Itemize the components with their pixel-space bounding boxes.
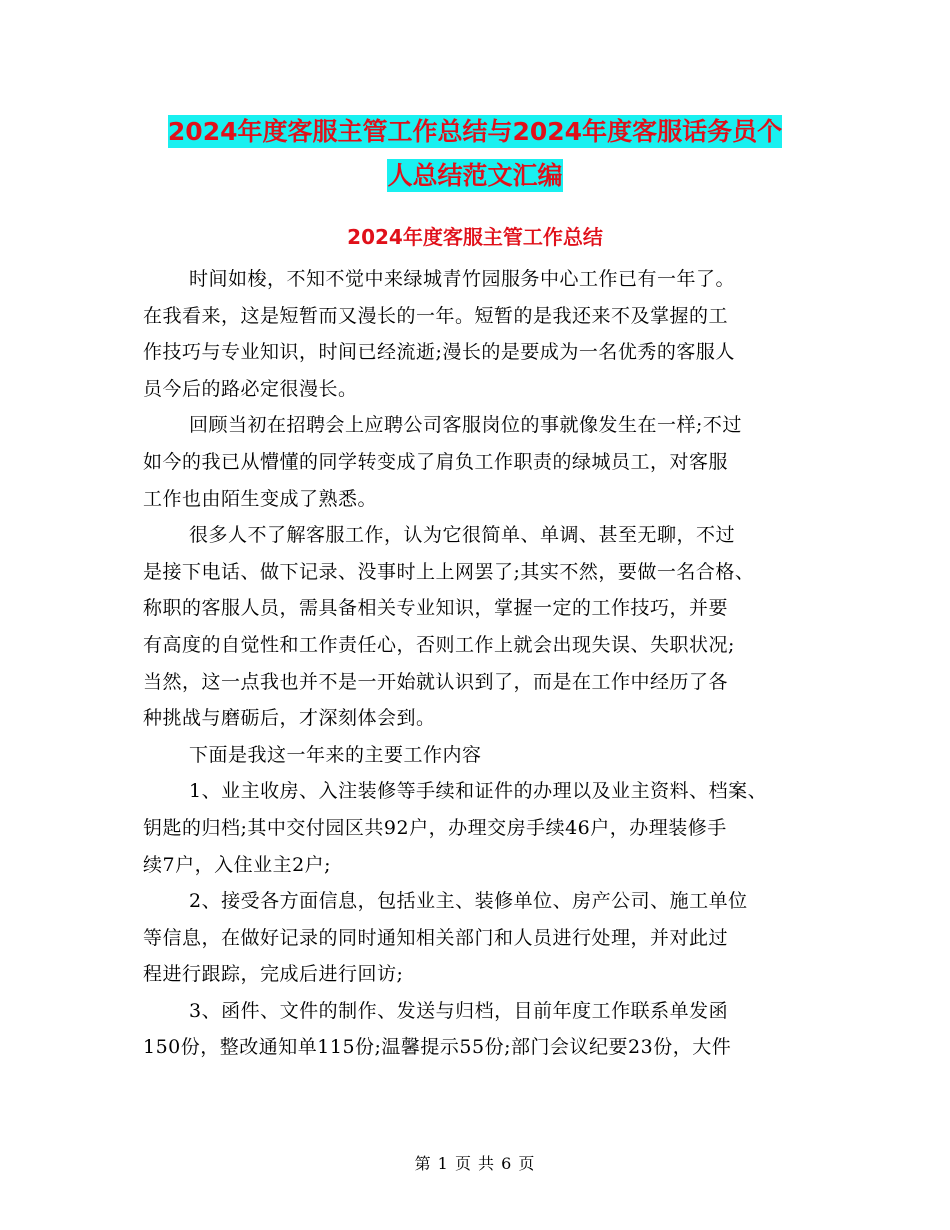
document-title-line-1 <box>0 110 950 154</box>
text-line: 很多人不了解客服工作，认为它很简单、单调、甚至无聊，不过 <box>189 524 736 547</box>
text-line: 有高度的自觉性和工作责任心，否则工作上就会出现失误、失职状况; <box>143 633 735 656</box>
text-line: 3、函件、文件的制作、发送与归档，目前年度工作联系单发函 <box>189 999 729 1022</box>
text-line: 称职的客服人员，需具备相关专业知识，掌握一定的工作技巧，并要 <box>143 597 729 620</box>
text-line: 在我看来，这是短暂而又漫长的一年。短暂的是我还来不及掌握的工 <box>143 304 729 327</box>
section-title: 2024年度客服主管工作总结 <box>347 225 603 249</box>
text-line: 回顾当初在招聘会上应聘公司客服岗位的事就像发生在一样;不过 <box>189 414 742 437</box>
text-line: 当然，这一点我也并不是一开始就认识到了，而是在工作中经历了各 <box>143 670 729 693</box>
text-line: 续7户，入住业主2户; <box>143 853 332 876</box>
text-line: 作技巧与专业知识，时间已经流逝;漫长的是要成为一名优秀的客服人 <box>143 341 735 364</box>
document-title-line-2 <box>0 154 950 198</box>
text-line: 种挑战与磨砺后，才深刻体会到。 <box>143 707 436 730</box>
text-line: 工作也由陌生变成了熟悉。 <box>143 487 378 510</box>
text-line: 2、接受各方面信息，包括业主、装修单位、房产公司、施工单位 <box>189 890 748 913</box>
text-line: 等信息，在做好记录的同时通知相关部门和人员进行处理，并对此过 <box>143 926 729 949</box>
text-line: 下面是我这一年来的主要工作内容 <box>189 743 482 766</box>
text-line: 员今后的路必定很漫长。 <box>143 377 358 400</box>
body-text <box>143 261 823 1066</box>
text-line: 程进行跟踪，完成后进行回访; <box>143 963 404 986</box>
text-line: 150份，整改通知单115份;温馨提示55份;部门会议纪要23份，大件 <box>143 1036 732 1059</box>
text-line: 时间如梭，不知不觉中来绿城青竹园服务中心工作已有一年了。 <box>189 268 736 290</box>
text-line: 如今的我已从懵懂的同学转变成了肩负工作职责的绿城员工，对客服 <box>143 450 729 473</box>
text-line: 1、业主收房、入注装修等手续和证件的办理以及业主资料、档案、 <box>189 780 768 803</box>
title-highlight-2: 人总结范文汇编 <box>387 161 563 190</box>
text-line: 钥匙的归档;其中交付园区共92户，办理交房手续46户，办理装修手 <box>143 816 727 839</box>
text-line: 是接下电话、做下记录、没事时上上网罢了;其实不然，要做一名合格、 <box>143 560 755 583</box>
title-highlight-1: 2024年度客服主管工作总结与2024年度客服话务员个 <box>167 117 783 146</box>
page-footer: 第 1 页 共 6 页 <box>414 1154 536 1173</box>
